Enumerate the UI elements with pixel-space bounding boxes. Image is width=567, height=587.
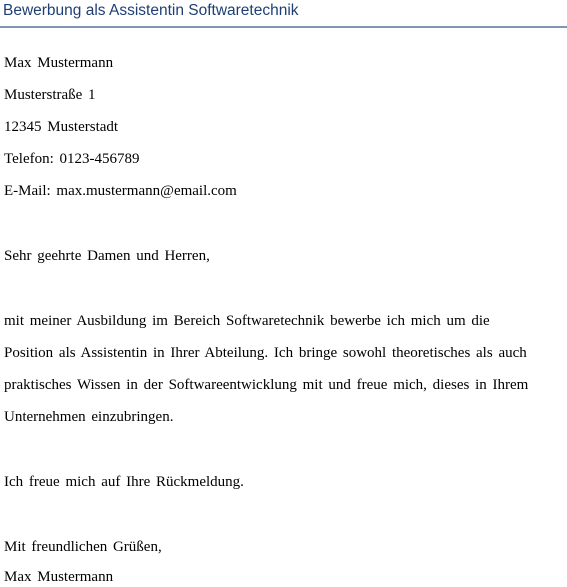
- sender-name: Max Mustermann: [4, 55, 114, 71]
- sender-city: 12345 Musterstadt: [4, 119, 119, 135]
- document-title: Bewerbung als Assistentin Softwaretechnik: [3, 2, 299, 19]
- body-line: Position als Assistentin in Ihrer Abteilung. Ich bringe sowohl theoretisches als auch: [4, 345, 527, 361]
- sender-phone: Telefon: 0123-456789: [4, 151, 140, 167]
- body-line: praktisches Wissen in der Softwareentwicklung mit und freue mich, dieses in Ihrem: [4, 377, 529, 393]
- body-line: Unternehmen einzubringen.: [4, 409, 174, 425]
- body-line: mit meiner Ausbildung im Bereich Softwaretechnik bewerbe ich mich um die: [4, 313, 490, 329]
- title-divider: [0, 26, 567, 28]
- salutation: Sehr geehrte Damen und Herren,: [4, 248, 210, 264]
- closing-sentence: Ich freue mich auf Ihre Rückmeldung.: [4, 474, 244, 490]
- signature: Max Mustermann: [4, 569, 114, 585]
- closing: Mit freundlichen Grüßen,: [4, 539, 162, 555]
- sender-email: E-Mail: max.mustermann@email.com: [4, 183, 237, 199]
- sender-street: Musterstraße 1: [4, 87, 96, 103]
